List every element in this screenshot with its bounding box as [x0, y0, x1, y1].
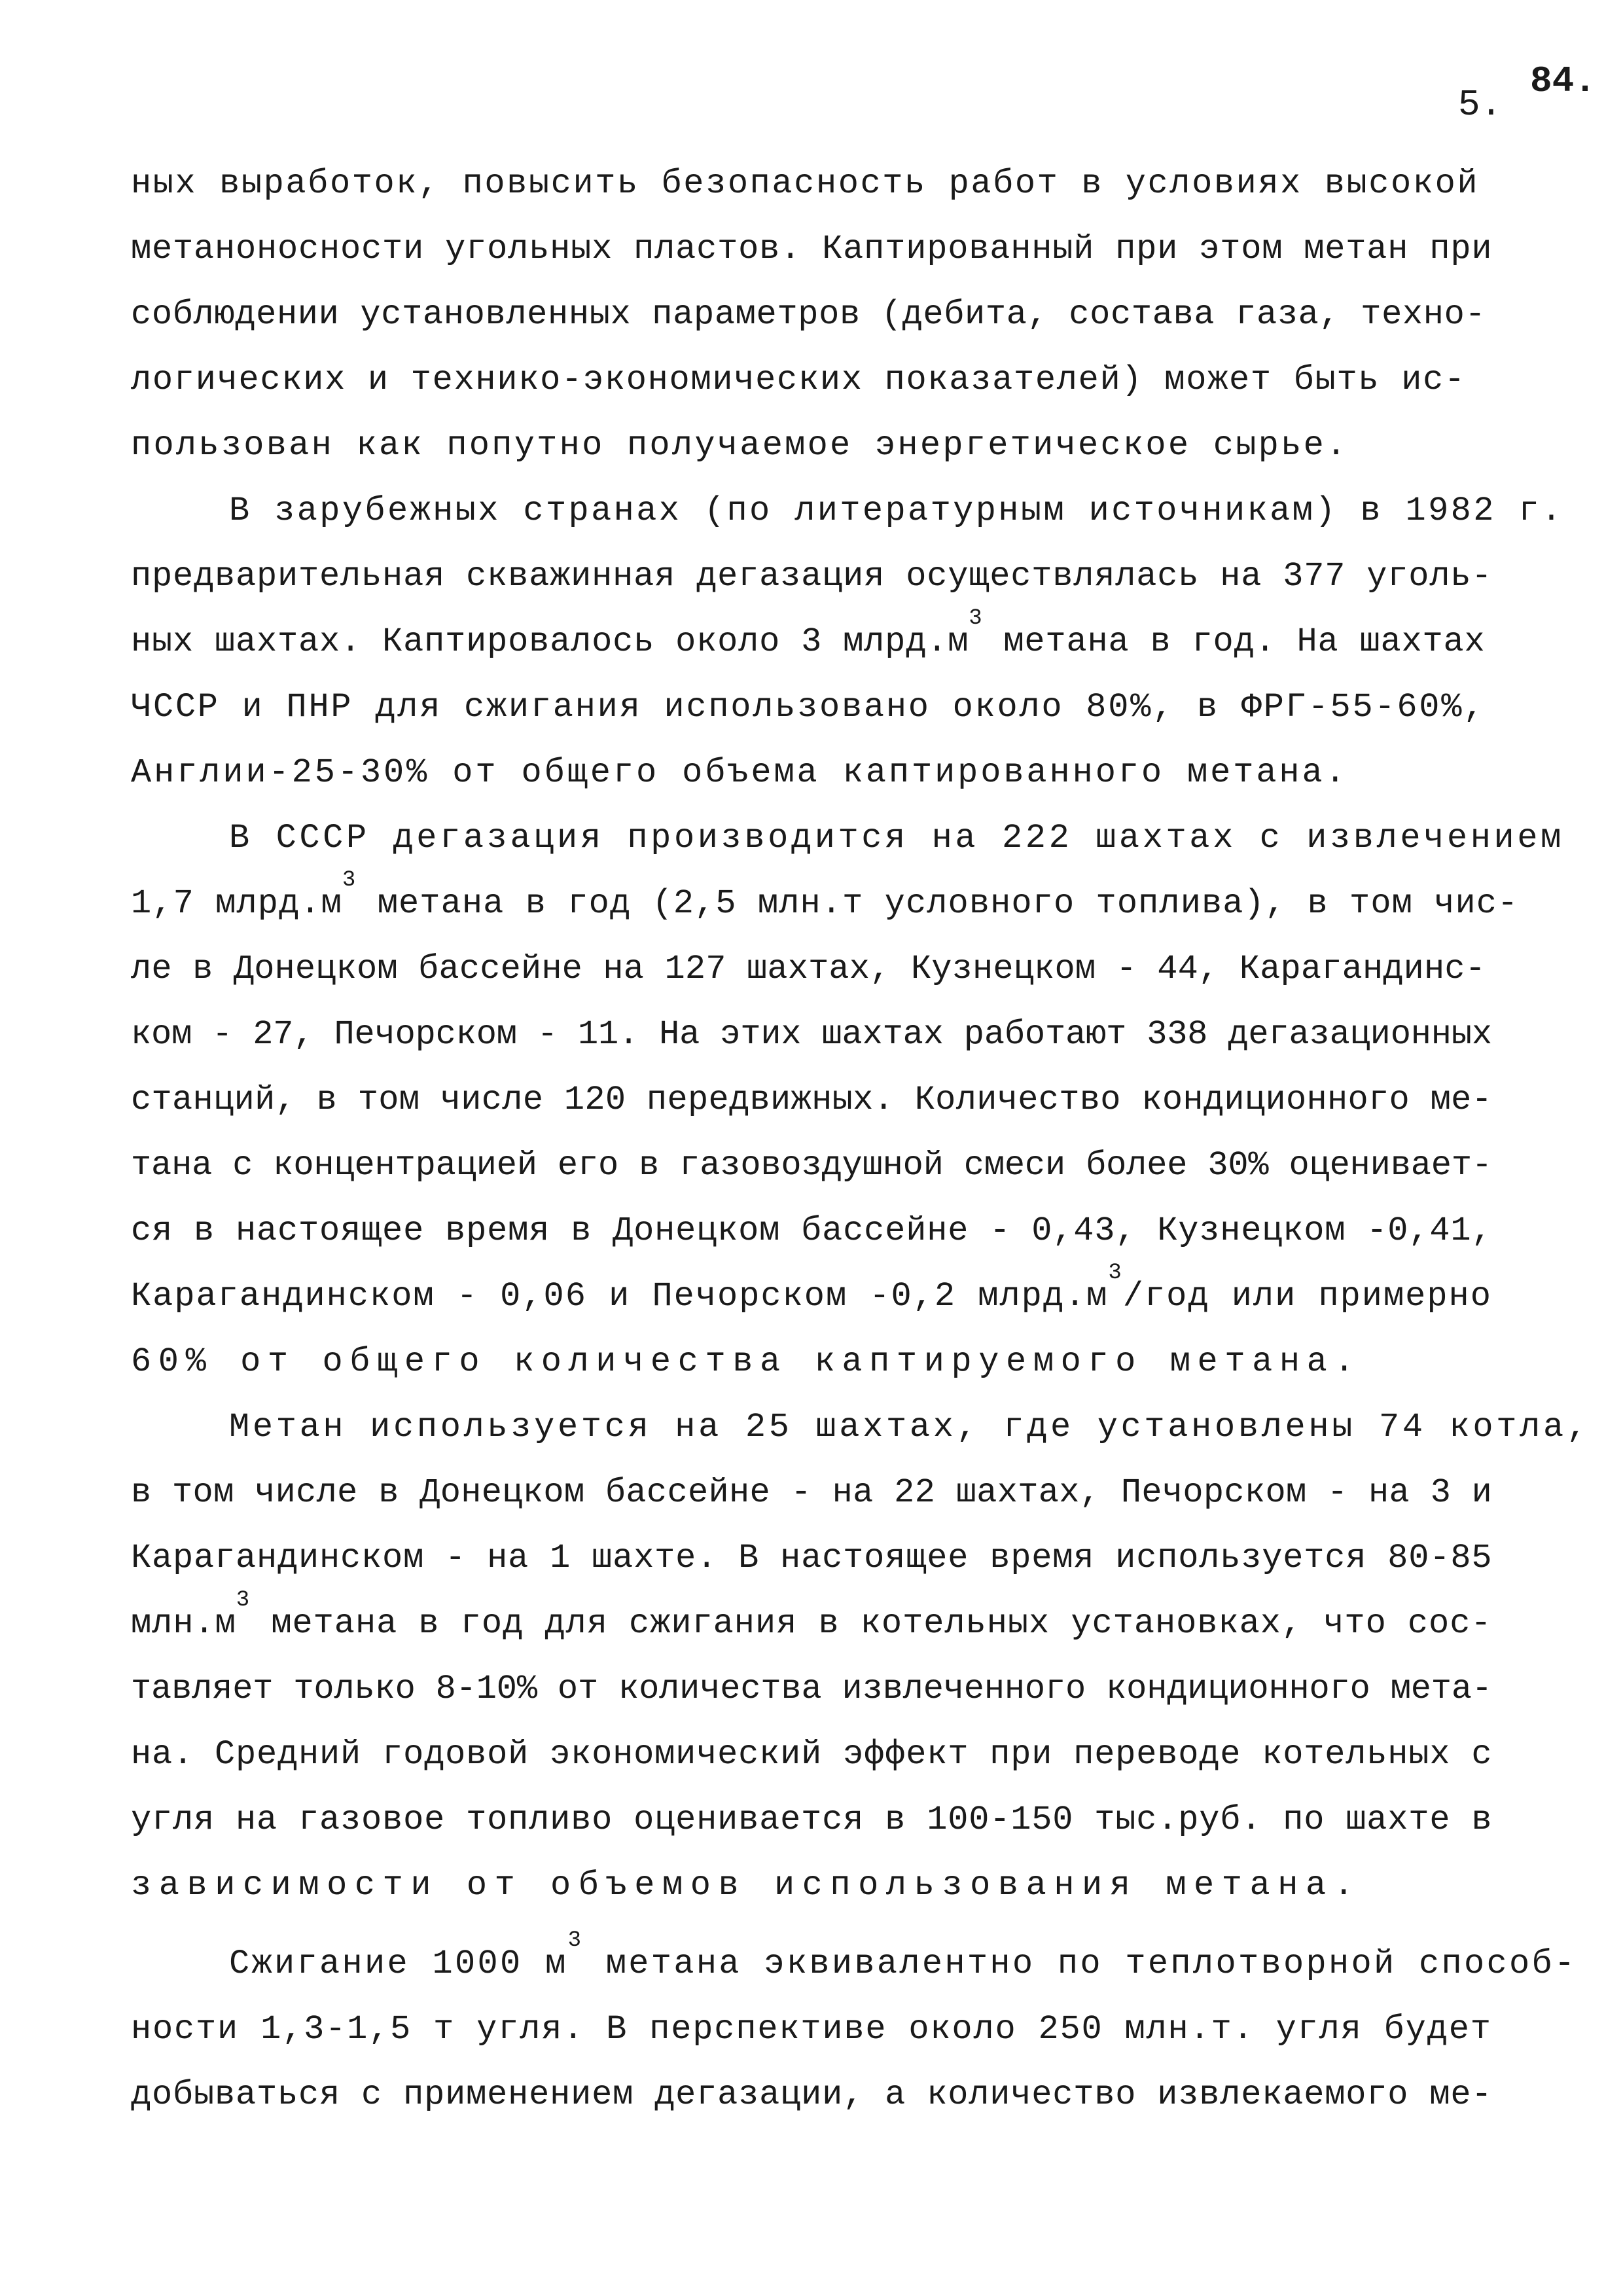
superscript: 3 — [969, 606, 983, 631]
text-line: 1,7 $млрд.м^3$ метана в год (2,5 млн.т условного топлива), в том чис- — [131, 868, 1519, 923]
text-line: Сжигание 1000 $м^3$ метана эквивалентно по теплотворной способ- — [229, 1928, 1577, 1983]
text-line: логических и технико-экономических показателей) может быть ис- — [131, 361, 1466, 399]
text-line: ных шахтах. Каптировалось около 3 $млрд.м^3$ метана в год. На шахтах — [131, 606, 1486, 661]
text-line: тавляет только 8-10% от количества извлеченного кондиционного мета- — [131, 1670, 1492, 1708]
superscript: 3 — [342, 868, 357, 893]
text-line: ЧССР и ПНР для сжигания использовано около 80%, в ФРГ-55-60%, — [131, 688, 1486, 726]
text-line: В зарубежных странах (по литературным источникам) в 1982 г. — [229, 492, 1564, 530]
text-line: пользован как попутно получаемое энергетическое сырье. — [131, 426, 1349, 465]
text-line: предварительная скважинная дегазация осуществлялась на 377 уголь- — [131, 557, 1493, 596]
superscript: 3 — [1108, 1261, 1123, 1285]
text-line: угля на газовое топливо оценивается в 100-150 тыс.руб. по шахте в — [131, 1801, 1493, 1839]
text-line: Карагандинском - 0,06 и Печорском -0,2 $млрд.м^3$/год или примерно — [131, 1261, 1492, 1316]
text-line: станций, в том числе 120 передвижных. Количество кондиционного ме- — [131, 1081, 1493, 1119]
text-line: зависимости от объемов использования метана. — [131, 1866, 1362, 1905]
text-line: Англии-25-30% от общего объема каптированного метана. — [131, 753, 1348, 792]
superscript: 3 — [236, 1588, 251, 1613]
text-line: 60% от общего количества каптируемого метана. — [131, 1342, 1362, 1381]
section-page-number: 5. — [1458, 84, 1503, 126]
superscript: 3 — [567, 1928, 584, 1953]
text-line: Карагандинском - на 1 шахте. В настоящее время используется 80-85 — [131, 1539, 1493, 1577]
text-line: ле в Донецком бассейне на 127 шахтах, Кузнецком - 44, Карагандинс- — [131, 950, 1486, 988]
text-line: тана с концентрацией его в газовоздушной смеси более 30% оценивает- — [131, 1146, 1492, 1185]
text-line: добываться с применением дегазации, а количество извлекаемого ме- — [131, 2075, 1493, 2114]
text-line: ности 1,3-1,5 т угля. В перспективе около 250 млн.т. угля будет — [131, 2010, 1492, 2049]
text-line: ком - 27, Печорском - 11. На этих шахтах работают 338 дегазационных — [131, 1015, 1492, 1054]
text-line: В СССР дегазация производится на 222 шахтах с извлечением — [229, 819, 1564, 857]
text-line: метаноносности угольных пластов. Каптированный при этом метан при — [131, 230, 1493, 268]
sheet-page-number: 84. — [1530, 60, 1596, 102]
text-line: в том числе в Донецком бассейне - на 22 шахтах, Печорском - на 3 и — [131, 1473, 1493, 1512]
text-line: на. Средний годовой экономический эффект при переводе котельных с — [131, 1735, 1493, 1774]
text-line: $млн.м^3$ метана в год для сжигания в котельных установках, что сос- — [131, 1588, 1492, 1643]
text-line: Метан используется на 25 шахтах, где установлены 74 котла, — [229, 1408, 1590, 1446]
text-line: соблюдении установленных параметров (дебита, состава газа, техно- — [131, 295, 1486, 334]
text-line: ных выработок, повысить безопасность работ в условиях высокой — [131, 164, 1480, 203]
text-line: ся в настоящее время в Донецком бассейне - 0,43, Кузнецком -0,41, — [131, 1211, 1493, 1250]
